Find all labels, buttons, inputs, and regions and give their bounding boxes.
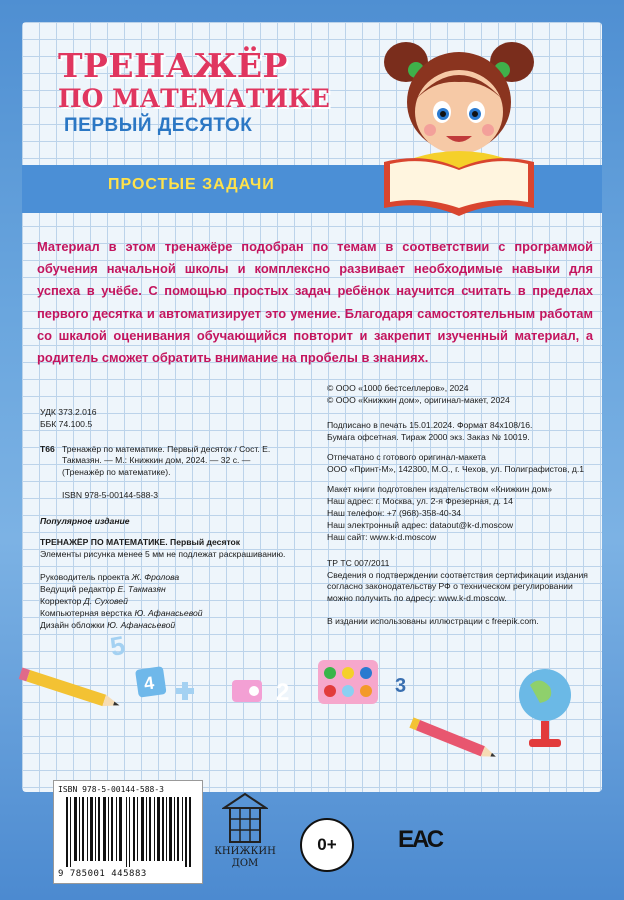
- publisher-logo-text: [210, 846, 280, 870]
- girl-with-book-illustration: [374, 40, 544, 220]
- credit-line: Ведущий редактор Е. Такмазян: [40, 584, 166, 594]
- svg-text:4: 4: [142, 672, 156, 694]
- copyright-1: © ООО «1000 бестселлеров», 2024: [327, 383, 469, 393]
- title-line3: ПЕРВЫЙ ДЕСЯТОК: [64, 115, 253, 136]
- freepik-credit: В издании использованы иллюстрации с freepik.com.: [327, 616, 539, 626]
- school-items-decoration: [0, 620, 624, 770]
- print-info-1: Подписано в печать 15.01.2024. Формат 84x108/16.: [327, 420, 533, 430]
- printed-by-2: ООО «Принт-М», 142300, М.О., г. Чехов, ул. Полиграфистов, д.1: [327, 464, 585, 474]
- publisher-phone: Наш телефон: +7 (968)-358-40-34: [327, 508, 462, 518]
- svg-text:5: 5: [107, 629, 128, 662]
- edition-title: ТРЕНАЖЁР ПО МАТЕМАТИКЕ. Первый десяток: [40, 537, 241, 547]
- certification-info: Сведения о подтверждении соответствия сертификации издания согласно законодательству РФ о техническом регулировании можно получить по адресу: www.k-d.moscow.: [327, 570, 588, 603]
- svg-text:2: 2: [276, 679, 290, 706]
- age-rating-badge: 0+: [300, 818, 354, 872]
- publisher-address: Наш адрес: г. Москва, ул. 2-я Фрезерная, д. 14: [327, 496, 513, 506]
- publisher-name-line1: КНИЖКИН: [214, 846, 276, 857]
- trts: ТР ТС 007/2011: [327, 558, 390, 568]
- layout-prep: Макет книги подготовлен издательством «Книжкин дом»: [327, 484, 553, 494]
- credit-line: Компьютерная верстка Ю. Афанасьевой: [40, 608, 203, 618]
- popular-edition: Популярное издание: [40, 516, 130, 526]
- svg-text:3: 3: [395, 675, 407, 697]
- credit-line: Корректор Д. Суховей: [40, 596, 128, 606]
- eac-mark: ЕАС: [398, 826, 443, 853]
- bibliographic-record: Тренажёр по математике. Первый десяток / Сост. Е. Такмазян. — М.: Книжкин дом, 2024. — 32 с. — (Тренажёр по математике).: [62, 444, 271, 477]
- printed-by-1: Отпечатано с готового оригинал-макета: [327, 452, 486, 462]
- title-line1: ТРЕНАЖЁР: [58, 46, 288, 85]
- publisher-site: Наш сайт: www.k-d.moscow: [327, 532, 437, 542]
- copyright-2: © ООО «Книжкин дом», оригинал-макет, 2024: [327, 395, 510, 405]
- print-info-2: Бумага офсетная. Тираж 2000 экз. Заказ № 10019.: [327, 432, 530, 442]
- code-t66: Т66: [40, 444, 55, 454]
- barcode-number: 9 785001 445883: [58, 869, 147, 879]
- publisher-email: Наш электронный адрес: dataout@k-d.moscow: [327, 520, 514, 530]
- topic-title: ПРОСТЫЕ ЗАДАЧИ: [108, 176, 275, 193]
- credit-line: Дизайн обложки Ю. Афанасьевой: [40, 620, 176, 630]
- title-line2: ПО МАТЕМАТИКЕ: [58, 84, 330, 113]
- description-text: Материал в этом тренажёре подобран по темам в соответствии с программой обучения начальной школы и комплексно развивает необходимые навыки для успеха в учёбе. С помощью простых задач ребёнок научится считать в пределах первого десятка и автоматизирует это умение. Благодаря самостоятельным работам со шкалой оценивания обучающийся повторит и закрепит изученный материал, а родитель сможет обратить внимание на пробелы в знаниях.: [37, 239, 593, 366]
- title-block: [58, 48, 388, 138]
- publisher-name-line2: ДОМ: [231, 858, 259, 869]
- udk: УДК 373.2.016: [40, 407, 97, 417]
- barcode-image: [64, 797, 194, 867]
- isbn-barcode-label: ISBN 978-5-00144-588-3: [58, 785, 164, 794]
- coloring-note: Элементы рисунка менее 5 мм не подлежат раскрашиванию.: [40, 549, 286, 559]
- isbn-barcode-box: [53, 780, 203, 884]
- publisher-logo-icon: [222, 792, 268, 846]
- bbk: ББК 74.100.5: [40, 419, 93, 429]
- isbn-text: ISBN 978-5-00144-588-3: [62, 490, 159, 500]
- credit-line: Руководитель проекта Ж. Фролова: [40, 572, 180, 582]
